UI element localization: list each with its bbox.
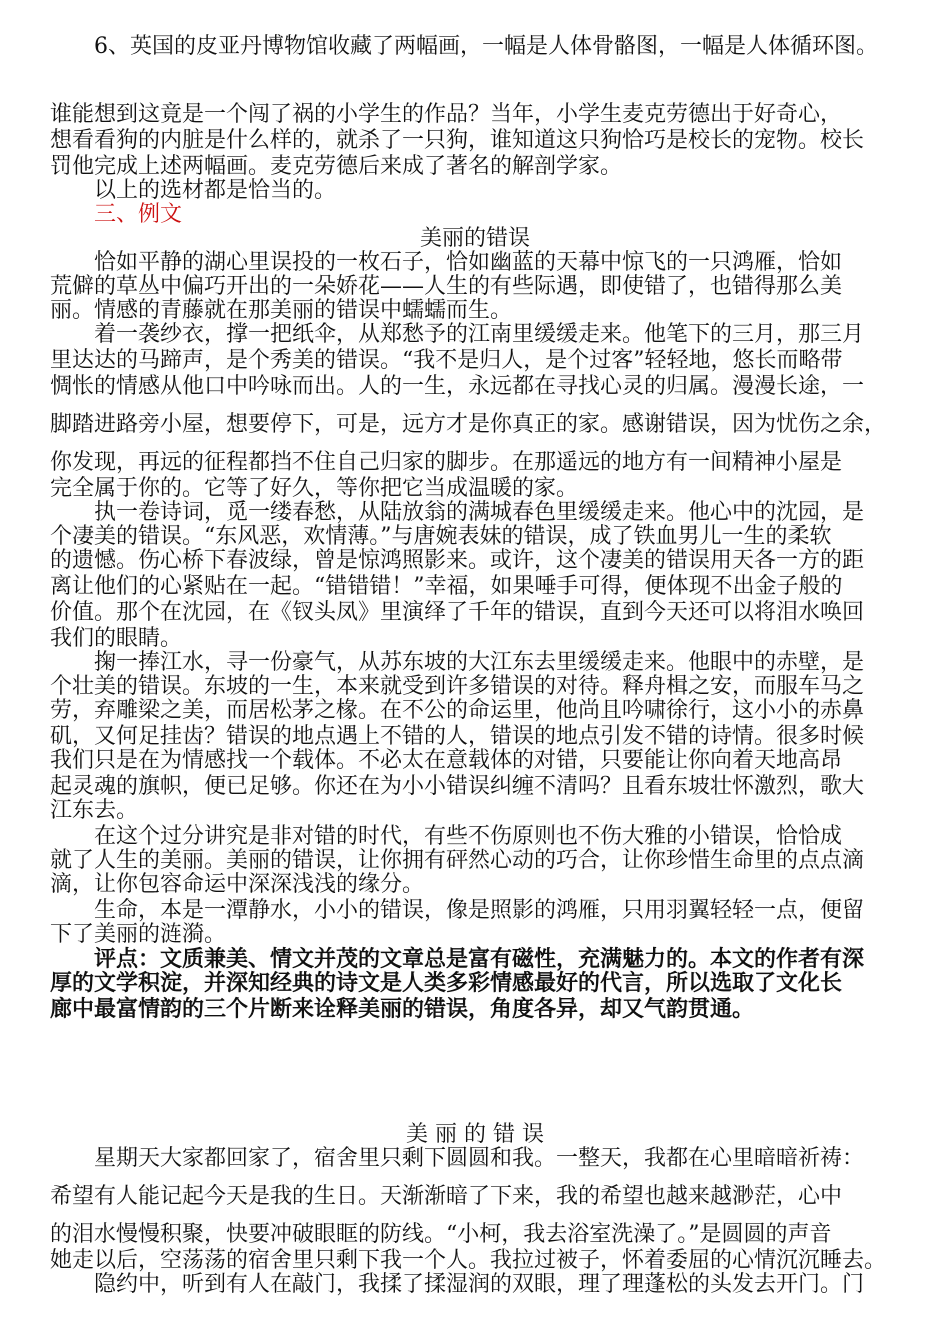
paragraph-line: 星期天大家都回家了，宿舍里只剩下圆圆和我。一整天，我都在心里暗暗祈祷：: [94, 1146, 865, 1171]
paragraph-line: 罚他完成上述两幅画。麦克劳德后来成了著名的解剖学家。: [50, 154, 623, 179]
paragraph-line: 下了美丽的涟漪。: [50, 922, 227, 947]
paragraph-line: 江东去。: [50, 798, 139, 823]
paragraph-line: 矶，又何足挂齿？错误的地点遇上不错的人，错误的地点引发不错的诗情。很多时候: [50, 724, 865, 749]
paragraph-line: 离让他们的心紧贴在一起。“错错错！”幸福，如果唾手可得，便体现不出金子般的: [50, 574, 843, 599]
paragraph-line: 荒僻的草丛中偏巧开出的一朵娇花——人生的有些际遇，即使错了，也错得那么美: [50, 274, 843, 299]
paragraph-line: 的遗憾。伤心桥下春波绿，曾是惊鸿照影来。或许，这个凄美的错误用天各一方的距: [50, 548, 865, 573]
paragraph-line: 着一袭纱衣，撑一把纸伞，从郑愁予的江南里缓缓走来。他笔下的三月，那三月: [94, 322, 865, 347]
paragraph-line: 在这个过分讲究是非对错的时代，有些不伤原则也不伤大雅的小错误，恰恰成: [94, 824, 843, 849]
essay-title: 美丽的错误: [419, 226, 530, 251]
comment-line: 廊中最富情韵的三个片断来诠释美丽的错误，角度各异，却又气韵贯通。: [50, 996, 755, 1022]
paragraph-line: 掬一捧江水，寻一份豪气，从苏东坡的大江东去里缓缓走来。他眼中的赤壁，是: [94, 650, 865, 675]
comment-line: 厚的文学积淀，并深知经典的诗文是人类多彩情感最好的代言，所以选取了文化长: [50, 970, 843, 996]
paragraph-line: 执一卷诗词，觅一缕春愁，从陆放翁的满城春色里缓缓走来。他心中的沈园，是: [94, 500, 865, 525]
paragraph-line: 恰如平静的湖心里误投的一枚石子，恰如幽蓝的天幕中惊飞的一只鸿雁，恰如: [94, 250, 843, 275]
paragraph-line: 起灵魂的旗帜，便已足够。你还在为小小错误纠缠不清吗？且看东坡壮怀激烈，歌大: [50, 774, 865, 799]
paragraph-line: 谁能想到这竟是一个闯了祸的小学生的作品？当年，小学生麦克劳德出于好奇心，: [50, 102, 843, 127]
paragraph-line: 隐约中，听到有人在敲门，我揉了揉湿润的双眼，理了理蓬松的头发去开门。门: [94, 1272, 865, 1297]
paragraph-line: 你发现，再远的征程都挡不住自己归家的脚步。在那遥远的地方有一间精神小屋是: [50, 450, 843, 475]
paragraph-line: 个凄美的错误。“东风恶，欢情薄。”与唐婉表妹的错误，成了铁血男儿一生的柔软: [50, 524, 832, 549]
comment-line: 评点：文质兼美、情文并茂的文章总是富有磁性，充满魅力的。本文的作者有深: [94, 946, 865, 972]
paragraph-line: 就了人生的美丽。美丽的错误，让你拥有砰然心动的巧合，让你珍惜生命里的点点滴: [50, 848, 865, 873]
paragraph-line: 丽。情感的青藤就在那美丽的错误中蠕蠕而生。: [50, 298, 513, 323]
paragraph-line: 里达达的马蹄声，是个秀美的错误。“我不是归人，是个过客”轻轻地，悠长而略带: [50, 348, 843, 373]
paragraph-line: 希望有人能记起今天是我的生日。天渐渐暗了下来，我的希望也越来越渺茫，心中: [50, 1184, 843, 1209]
paragraph-line: 以上的选材都是恰当的。: [94, 178, 337, 203]
paragraph-line: 她走以后，空荡荡的宿舍里只剩下我一个人。我拉过被子，怀着委屈的心情沉沉睡去。: [50, 1248, 887, 1273]
paragraph-line: 我们的眼睛。: [50, 626, 183, 651]
paragraph-line: 6、英国的皮亚丹博物馆收藏了两幅画，一幅是人体骨骼图，一幅是人体循环图。: [94, 34, 878, 59]
paragraph-line: 滴，让你包容命运中深深浅浅的缘分。: [50, 872, 425, 897]
paragraph-line: 我们只是在为情感找一个载体。不必太在意载体的对错，只要能让你向着天地高昂: [50, 748, 843, 773]
paragraph-line: 价值。那个在沈园，在《钗头凤》里演绎了千年的错误，直到今天还可以将泪水唤回: [50, 600, 865, 625]
essay-title: 美 丽 的 错 误: [406, 1122, 544, 1147]
paragraph-line: 完全属于你的。它等了好久，等你把它当成温暖的家。: [50, 476, 579, 501]
paragraph-line: 的泪水慢慢积聚，快要冲破眼眶的防线。“小柯，我去浴室洗澡了。”是圆圆的声音: [50, 1222, 832, 1247]
paragraph-line: 个壮美的错误。东坡的一生，本来就受到许多错误的对待。释舟楫之安，而服车马之: [50, 674, 865, 699]
paragraph-line: 想看看狗的内脏是什么样的，就杀了一只狗，谁知道这只狗恰巧是校长的宠物。校长: [50, 128, 865, 153]
section-heading: 三、例文: [94, 202, 183, 227]
paragraph-line: 脚踏进路旁小屋，想要停下，可是，远方才是你真正的家。感谢错误，因为忧伤之余，: [50, 412, 887, 437]
paragraph-line: 惆怅的情感从他口中吟咏而出。人的一生，永远都在寻找心灵的归属。漫漫长途，一: [50, 374, 865, 399]
paragraph-line: 劳，弃雕梁之美，而居松茅之椽。在不公的命运里，他尚且吟啸徐行，这小小的赤鼻: [50, 698, 865, 723]
paragraph-line: 生命，本是一潭静水，小小的错误，像是照影的鸿雁，只用羽翼轻轻一点，便留: [94, 898, 865, 923]
